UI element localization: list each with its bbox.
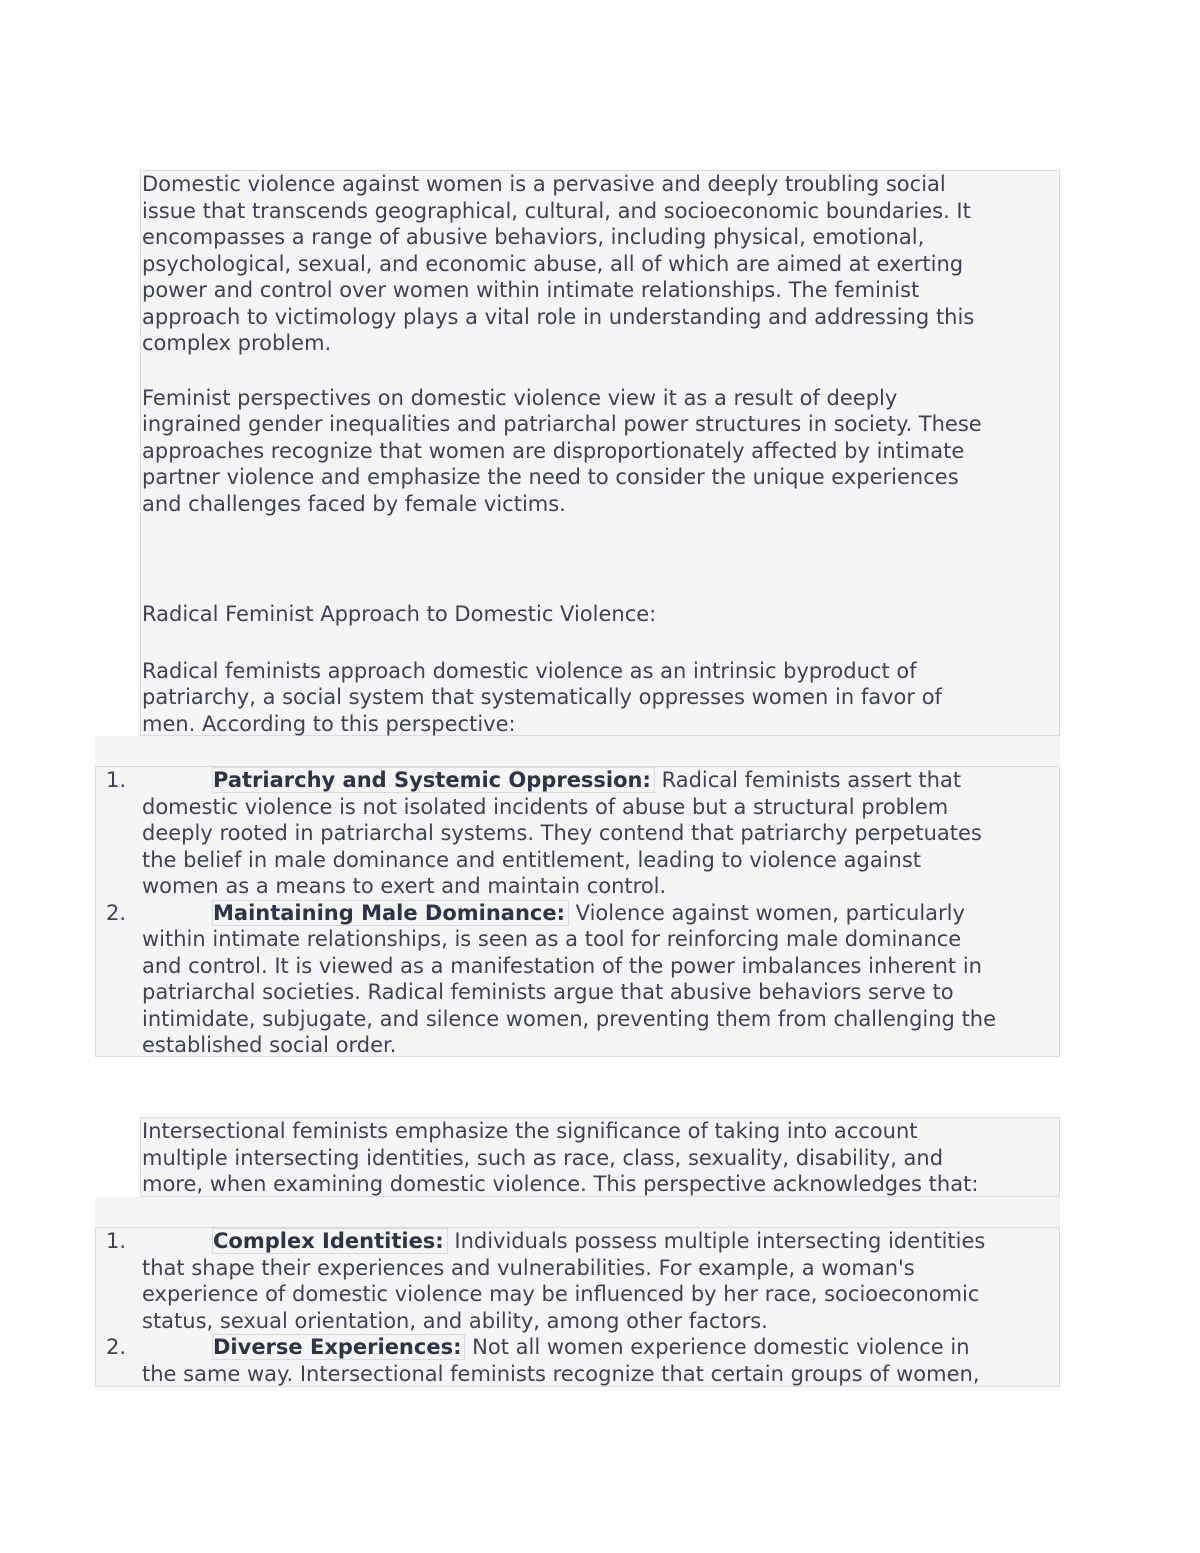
list-number: 1. xyxy=(106,1229,127,1253)
list-term: Diverse Experiences: xyxy=(212,1334,465,1360)
list-text: Not all women experience domestic violence in xyxy=(465,1335,970,1359)
text-line: the belief in male dominance and entitlement, leading to violence against xyxy=(142,847,922,872)
section-heading-radical xyxy=(142,601,1059,628)
spacer-band xyxy=(95,1197,1060,1227)
text-line: experience of domestic violence may be influenced by her race, socioeconomic xyxy=(142,1282,980,1306)
list-item-first-line xyxy=(142,1334,1059,1361)
text-line: women as a means to exert and maintain control. xyxy=(142,874,667,898)
text-line: status, sexual orientation, and ability, among other factors. xyxy=(142,1308,768,1333)
text-line: Intersectional feminists emphasize the significance of taking into account xyxy=(142,1119,918,1143)
text-line: power and control over women within intimate relationships. The feminist xyxy=(142,278,920,302)
text-line: more, when examining domestic violence. This perspective acknowledges that: xyxy=(142,1172,979,1196)
list-term: Maintaining Male Dominance: xyxy=(212,900,569,926)
text-line: patriarchal societies. Radical feminists argue that abusive behaviors serve to xyxy=(142,980,954,1004)
intro-paragraph-2 xyxy=(142,385,1059,518)
intro-section xyxy=(140,170,1060,736)
intersectional-feminist-list xyxy=(95,1227,1060,1387)
radical-feminist-list xyxy=(95,766,1060,1057)
list-item xyxy=(96,767,1059,900)
text-line: partner violence and emphasize the need to consider the unique experiences xyxy=(142,465,959,489)
text-line: established social order. xyxy=(142,1033,397,1057)
text-line: approach to victimology plays a vital role in understanding and addressing this xyxy=(142,304,975,329)
intersectional-intro xyxy=(140,1117,1060,1197)
text-line: complex problem. xyxy=(142,331,332,355)
text-line: and control. It is viewed as a manifestation of the power imbalances inherent in xyxy=(142,953,982,978)
text-line: multiple intersecting identities, such as race, class, sexuality, disability, and xyxy=(142,1145,944,1170)
numbered-list xyxy=(96,767,1059,1059)
list-item xyxy=(96,1228,1059,1334)
text-line: approaches recognize that women are disproportionately affected by intimate xyxy=(142,438,965,463)
text-line: deeply rooted in patriarchal systems. They contend that patriarchy perpetuates xyxy=(142,821,982,845)
list-text: Individuals possess multiple intersecting identities xyxy=(447,1229,986,1253)
text-line: intimidate, subjugate, and silence women, preventing them from challenging the xyxy=(142,1006,997,1031)
text-line: Feminist perspectives on domestic violence view it as a result of deeply xyxy=(142,385,898,410)
text-line: and challenges faced by female victims. xyxy=(142,491,566,516)
list-text: Radical feminists assert that xyxy=(654,768,962,792)
text-line: patriarchy, a social system that systematically oppresses women in favor of xyxy=(142,685,942,709)
text-line: Radical feminists approach domestic violence as an intrinsic byproduct of xyxy=(142,658,917,683)
list-item-first-line xyxy=(142,767,1059,794)
text-line: psychological, sexual, and economic abuse, all of which are aimed at exerting xyxy=(142,251,964,276)
text-line: within intimate relationships, is seen as a tool for reinforcing male dominance xyxy=(142,927,962,951)
list-number: 2. xyxy=(106,900,127,925)
intro-paragraph-1 xyxy=(142,171,1059,357)
intro-paragraph-3 xyxy=(142,658,1059,738)
heading-text: Radical Feminist Approach to Domestic Violence: xyxy=(142,602,657,626)
list-item-first-line xyxy=(142,900,1059,927)
text-line: domestic violence is not isolated incidents of abuse but a structural problem xyxy=(142,794,949,819)
text-line: issue that transcends geographical, cultural, and socioeconomic boundaries. It xyxy=(142,198,971,223)
list-item-first-line xyxy=(142,1228,1059,1255)
text-line: the same way. Intersectional feminists recognize that certain groups of women, xyxy=(142,1361,980,1386)
text-line: ingrained gender inequalities and patriarchal power structures in society. These xyxy=(142,412,982,436)
list-term: Patriarchy and Systemic Oppression: xyxy=(212,767,655,793)
spacer-band xyxy=(95,736,1060,766)
text-line: that shape their experiences and vulnerabilities. For example, a woman's xyxy=(142,1255,915,1280)
text-line: men. According to this perspective: xyxy=(142,711,516,736)
list-text: Violence against women, particularly xyxy=(569,900,965,925)
list-term: Complex Identities: xyxy=(212,1228,448,1254)
list-number: 1. xyxy=(106,768,127,792)
numbered-list xyxy=(96,1228,1059,1387)
text-line: Domestic violence against women is a pervasive and deeply troubling social xyxy=(142,172,946,196)
list-item xyxy=(96,1334,1059,1387)
list-item xyxy=(96,900,1059,1059)
list-number: 2. xyxy=(106,1335,127,1359)
text-line: encompasses a range of abusive behaviors, including physical, emotional, xyxy=(142,225,925,249)
